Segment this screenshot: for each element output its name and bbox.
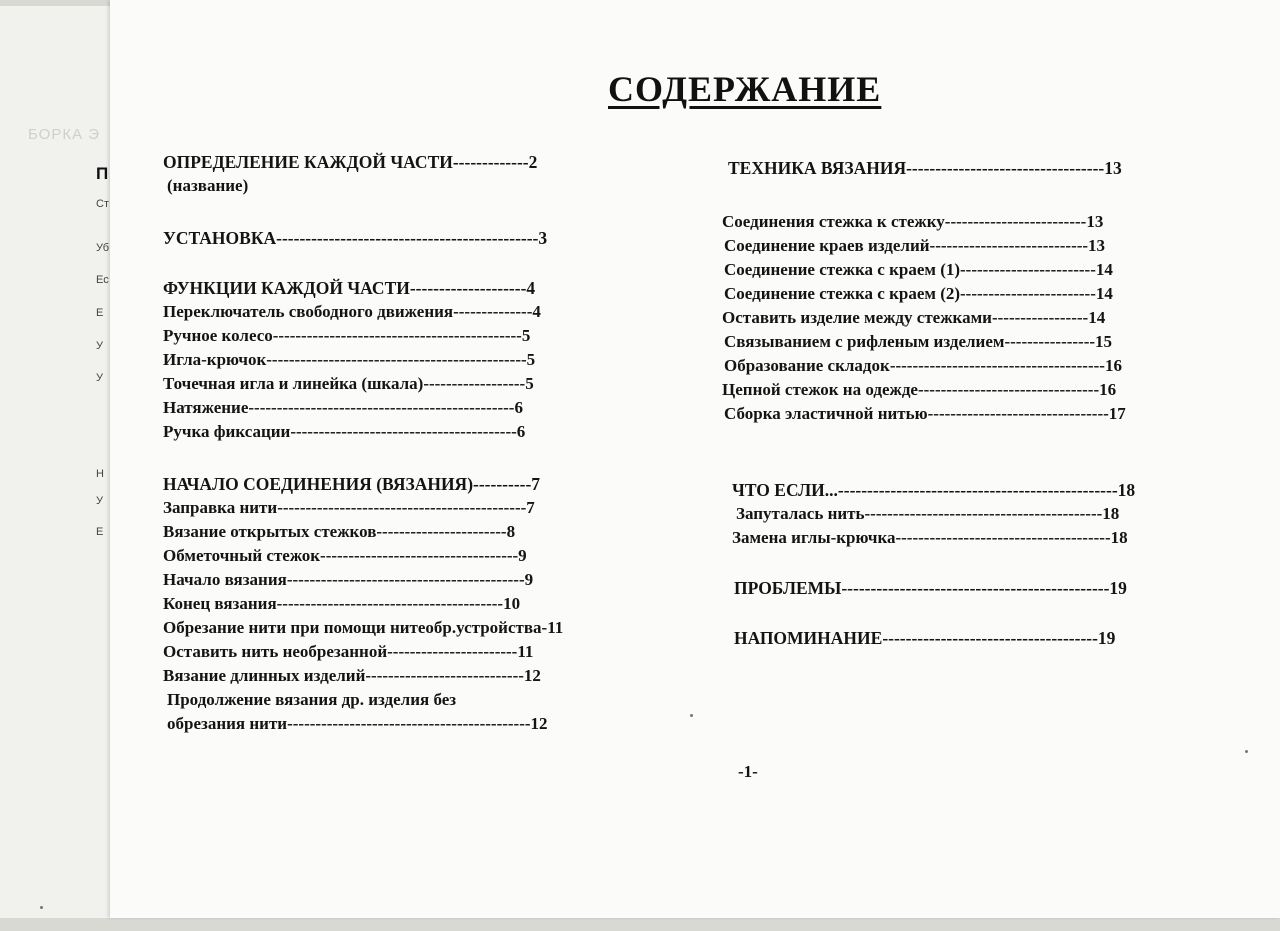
scan-speck (1245, 750, 1248, 753)
toc-entry: Соединение стежка с краем (2)------------------------14 (724, 284, 1113, 303)
toc-entry: Сборка эластичной нитью--------------------------------17 (724, 404, 1126, 423)
page-title: СОДЕРЖАНИЕ (608, 69, 882, 109)
toc-entry: Связыванием с рифленым изделием----------------15 (724, 332, 1113, 351)
toc-entry: ФУНКЦИИ КАЖДОЙ ЧАСТИ--------------------4 (163, 278, 536, 298)
underlying-page-fragment: Уб (96, 242, 110, 254)
toc-entry: Оставить изделие между стежками-----------------14 (722, 308, 1106, 327)
toc-entry: Заправка нити--------------------------------------------7 (163, 498, 535, 517)
toc-entry: Обметочный стежок-----------------------------------9 (163, 546, 527, 565)
toc-entry: ЧТО ЕСЛИ...------------------------------------------------18 (732, 480, 1136, 500)
toc-entry: НАЧАЛО СОЕДИНЕНИЯ (ВЯЗАНИЯ)----------7 (163, 474, 541, 494)
underlying-page-fragment: У (96, 372, 103, 384)
underlying-page-fragment: Е (96, 307, 104, 319)
toc-entry: Соединение стежка с краем (1)------------------------14 (724, 260, 1113, 279)
toc-entry: Обрезание нити при помощи нитеобр.устройства-11 (163, 618, 564, 637)
toc-entry: ТЕХНИКА ВЯЗАНИЯ----------------------------------13 (728, 158, 1122, 178)
toc-entry: Ручка фиксации----------------------------------------6 (163, 422, 526, 441)
toc-entry: Точечная игла и линейка (шкала)------------------5 (163, 374, 534, 393)
underlying-page-fragment: Н (96, 468, 104, 480)
underlying-page-fragment: Е (96, 526, 104, 538)
underlying-page-heading: П (96, 164, 109, 183)
scan-speck (690, 714, 693, 717)
toc-entry: обрезания нити-------------------------------------------12 (167, 714, 548, 733)
toc-entry: Оставить нить необрезанной-----------------------11 (163, 642, 534, 661)
toc-right-column (722, 156, 1135, 650)
toc-entry: Замена иглы-крючка--------------------------------------18 (732, 528, 1128, 547)
toc-entry: Соединения стежка к стежку-------------------------13 (722, 212, 1104, 231)
toc-entry: Соединение краев изделий----------------------------13 (724, 236, 1106, 255)
toc-entry: Запуталась нить------------------------------------------18 (736, 504, 1120, 523)
underlying-page-fragment: У (96, 340, 103, 352)
toc-left-column (163, 150, 563, 736)
toc-entry: Переключатель свободного движения--------------4 (163, 302, 541, 321)
toc-entry: УСТАНОВКА---------------------------------------------3 (163, 228, 548, 248)
toc-entry: НАПОМИНАНИЕ-------------------------------------19 (734, 628, 1116, 648)
toc-entry: ОПРЕДЕЛЕНИЕ КАЖДОЙ ЧАСТИ-------------2 (163, 152, 538, 172)
toc-entry: Продолжение вязания др. изделия без (167, 690, 457, 709)
underlying-page-fragment: Ес (96, 274, 109, 286)
toc-entry: Цепной стежок на одежде--------------------------------16 (722, 380, 1117, 399)
toc-entry: ПРОБЛЕМЫ----------------------------------------------19 (734, 578, 1127, 598)
scan-speck (40, 906, 43, 909)
underlying-page-fragment: Ст (96, 198, 109, 210)
toc-entry: Образование складок--------------------------------------16 (724, 356, 1122, 375)
toc-entry: (название) (167, 176, 249, 195)
toc-entry: Натяжение-----------------------------------------------6 (163, 398, 523, 417)
underlying-page-ghost-text: БОРКА Э (28, 126, 101, 143)
toc-entry: Начало вязания------------------------------------------9 (163, 570, 534, 589)
toc-entry: Ручное колесо--------------------------------------------5 (163, 326, 531, 345)
toc-entry: Игла-крючок----------------------------------------------5 (163, 350, 536, 369)
toc-entry: Конец вязания----------------------------------------10 (163, 594, 521, 613)
underlying-page-fragment: У (96, 495, 103, 507)
toc-entry: Вязание длинных изделий----------------------------12 (163, 666, 541, 685)
page-number: -1- (738, 762, 758, 781)
toc-entry: Вязание открытых стежков-----------------------8 (163, 522, 516, 541)
